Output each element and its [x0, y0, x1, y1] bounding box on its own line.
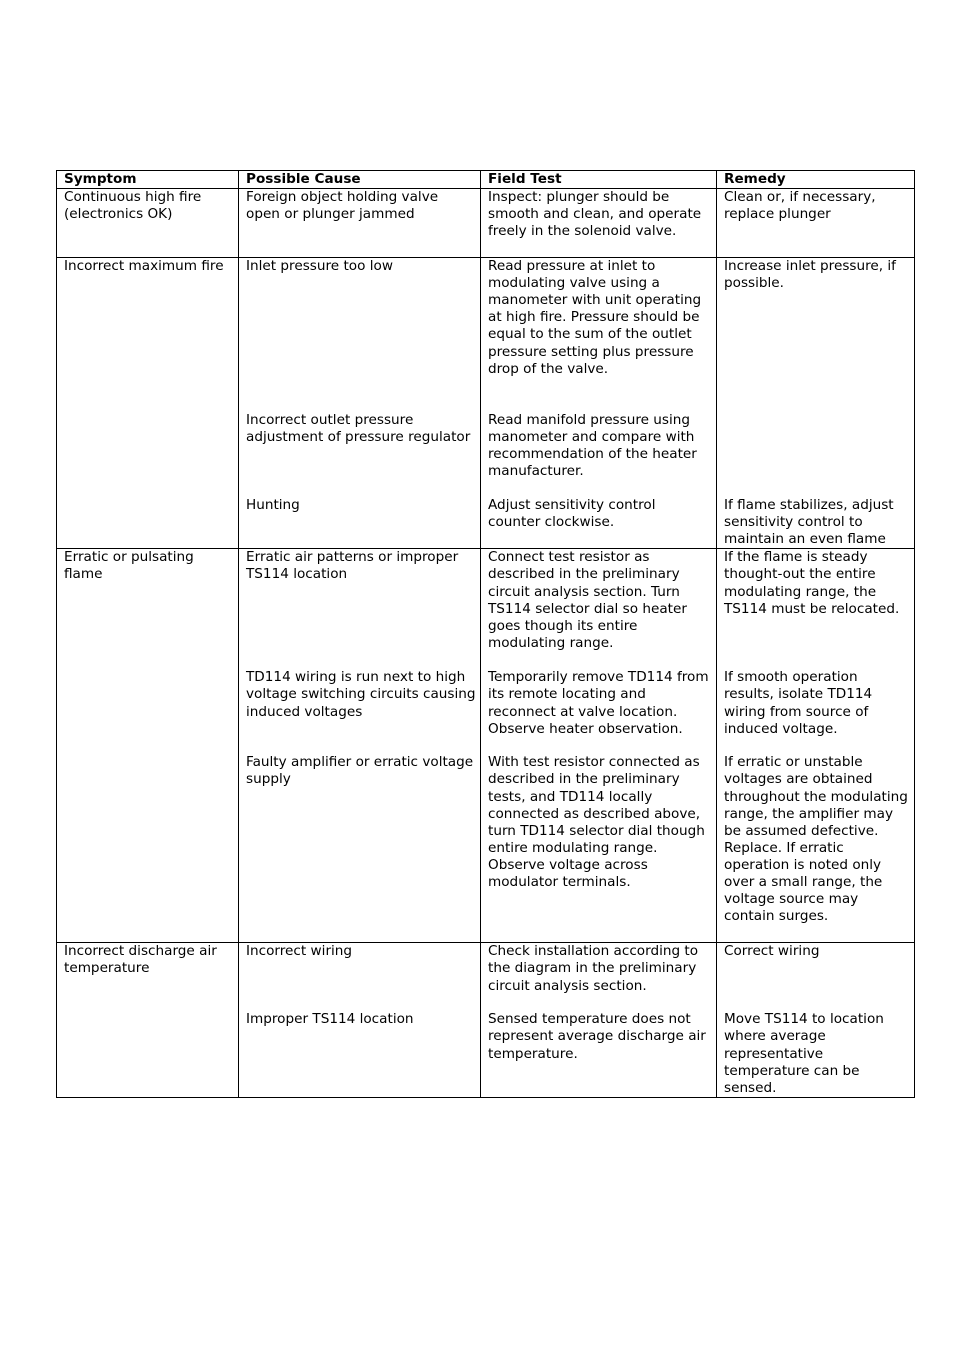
cause-text: Erratic air patterns or improper TS114 location [246, 549, 459, 583]
field-test-text: Read manifold pressure using manometer and compare with recommendation of the heater manufacturer. [488, 412, 697, 480]
remedy-text: Increase inlet pressure, if possible. [724, 258, 896, 292]
header-possible-cause: Possible Cause [239, 171, 481, 189]
cause-text: TD114 wiring is run next to high voltage switching circuits causing induced voltages [246, 669, 476, 720]
field-test-text: Read pressure at inlet to modulating valve using a manometer with unit operating at high fire. Pressure should be equal to the sum of the outlet pressure setting plus pressure drop of the valve. [488, 258, 702, 377]
symptom-cell [57, 258, 239, 549]
cause-cell [239, 189, 481, 258]
table-row [57, 549, 915, 943]
header-remedy: Remedy [717, 171, 915, 189]
table-header-row [57, 171, 915, 189]
cause-text: Faulty amplifier or erratic voltage supply [246, 754, 474, 788]
remedy-text: Move TS114 to location where average representative temperature can be sensed. [724, 1011, 884, 1096]
field-test-text: Adjust sensitivity control counter clockwise. [488, 497, 656, 531]
field-test-cell [481, 943, 717, 1097]
symptom-text: Erratic or pulsating flame [64, 549, 194, 583]
remedy-text: If flame stabilizes, adjust sensitivity control to maintain an even flame [724, 497, 894, 548]
cause-text: Incorrect wiring [246, 943, 353, 960]
cause-text: Inlet pressure too low [246, 258, 393, 275]
symptom-text: Incorrect maximum fire [64, 258, 224, 275]
cause-cell [239, 943, 481, 1097]
remedy-cell [717, 943, 915, 1097]
remedy-text: Correct wiring [724, 943, 820, 960]
troubleshooting-table [56, 170, 915, 1098]
field-test-text: Temporarily remove TD114 from its remote locating and reconnect at valve location. Observe heater observation. [488, 669, 709, 737]
symptom-text: Incorrect discharge air temperature [64, 943, 217, 977]
table-row [57, 943, 915, 1097]
field-test-text: Inspect: plunger should be smooth and clean, and operate freely in the solenoid valve. [488, 189, 702, 240]
remedy-text: If smooth operation results, isolate TD114 wiring from source of induced voltage. [724, 669, 873, 737]
field-test-text: Connect test resistor as described in the preliminary circuit analysis section. Turn TS114 selector dial so heater goes though its entire modulating range. [488, 549, 687, 651]
field-test-text: Check installation according to the diagram in the preliminary circuit analysis section. [488, 943, 699, 994]
remedy-text: If erratic or unstable voltages are obtained throughout the modulating range, the amplifier may be assumed defective. Replace. If erratic operation is noted only over a small range, the voltage source may contain surges. [724, 754, 908, 925]
remedy-text: Clean or, if necessary, replace plunger [724, 189, 876, 223]
cause-text: Hunting [246, 497, 300, 514]
cause-text: Foreign object holding valve open or plunger jammed [246, 189, 439, 223]
field-test-text: Sensed temperature does not represent average discharge air temperature. [488, 1011, 706, 1062]
cause-text: Improper TS114 location [246, 1011, 414, 1028]
table-row [57, 258, 915, 549]
remedy-cell [717, 549, 915, 943]
remedy-text: If the flame is steady thought-out the entire modulating range, the TS114 must be relocated. [724, 549, 900, 617]
header-field-test: Field Test [481, 171, 717, 189]
cause-text: Incorrect outlet pressure adjustment of pressure regulator [246, 412, 471, 446]
remedy-cell [717, 189, 915, 258]
symptom-cell [57, 943, 239, 1097]
field-test-text: With test resistor connected as described in the preliminary tests, and TD114 locally connected as described above, turn TD114 selector dial though entire modulating range. Observe voltage across modulator terminals. [488, 754, 705, 891]
field-test-cell [481, 258, 717, 549]
remedy-text [724, 412, 910, 497]
symptom-cell [57, 549, 239, 943]
symptom-text: Continuous high fire (electronics OK) [64, 189, 202, 223]
field-test-cell [481, 549, 717, 943]
cause-cell [239, 258, 481, 549]
symptom-cell [57, 189, 239, 258]
remedy-cell [717, 258, 915, 549]
table-row [57, 189, 915, 258]
field-test-cell [481, 189, 717, 258]
header-symptom: Symptom [57, 171, 239, 189]
cause-cell [239, 549, 481, 943]
